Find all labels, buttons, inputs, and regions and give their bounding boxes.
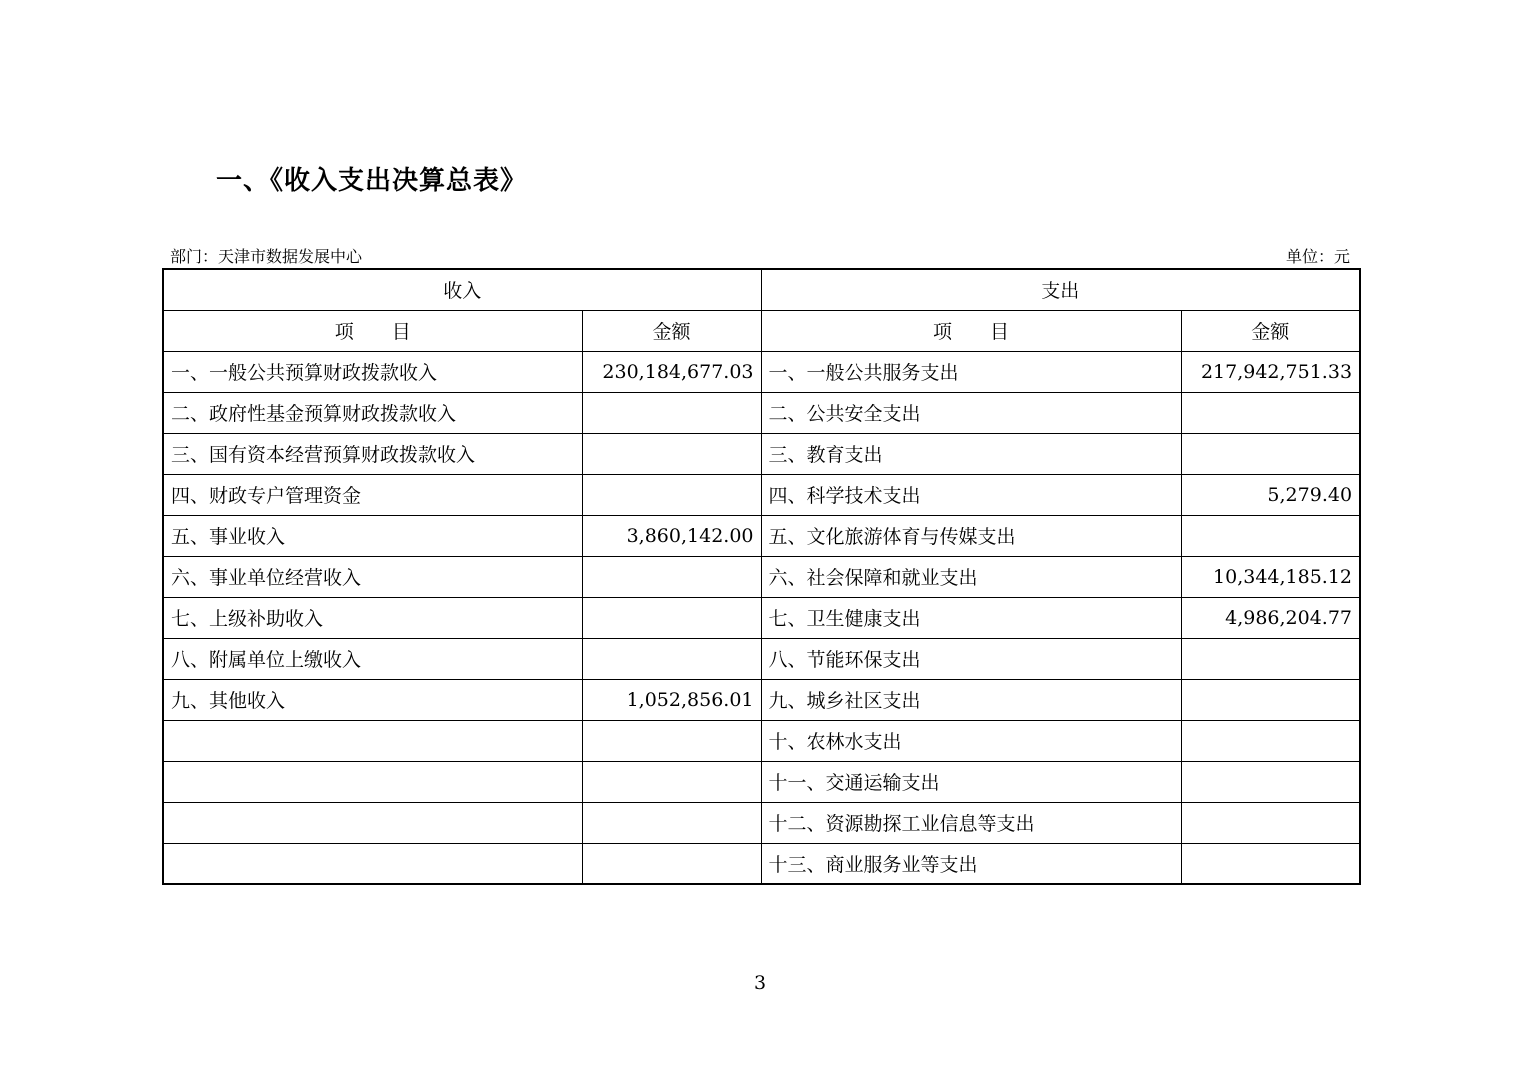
expense-header: 支出: [761, 269, 1360, 310]
table-row: [163, 474, 1360, 515]
table-row: [163, 556, 1360, 597]
unit-label: 单位：元: [1285, 247, 1350, 266]
income-amount-cell: [582, 556, 761, 597]
expense-item-cell: 三、教育支出: [761, 433, 1181, 474]
income-header: 收入: [163, 269, 761, 310]
expense-amount-cell: [1181, 720, 1360, 761]
income-amount-cell: 230,184,677.03: [582, 351, 761, 392]
expense-amount-cell: [1181, 679, 1360, 720]
income-item-cell: 三、国有资本经营预算财政拨款收入: [163, 433, 582, 474]
income-item-header: 项 目: [163, 310, 582, 351]
table-row: [163, 515, 1360, 556]
department-label: 部门：天津市数据发展中心: [170, 247, 363, 266]
expense-item-header: 项 目: [761, 310, 1181, 351]
expense-item-cell: 四、科学技术支出: [761, 474, 1181, 515]
income-item-cell: 七、上级补助收入: [163, 597, 582, 638]
expense-amount-cell: [1181, 515, 1360, 556]
income-amount-cell: [582, 843, 761, 884]
income-amount-header: 金额: [582, 310, 761, 351]
income-item-cell: 八、附属单位上缴收入: [163, 638, 582, 679]
expense-item-cell: 八、节能环保支出: [761, 638, 1181, 679]
expense-item-cell: 二、公共安全支出: [761, 392, 1181, 433]
table-row: [163, 638, 1360, 679]
expense-amount-cell: 217,942,751.33: [1181, 351, 1360, 392]
income-amount-cell: [582, 761, 761, 802]
expense-amount-cell: 10,344,185.12: [1181, 556, 1360, 597]
income-amount-cell: 3,860,142.00: [582, 515, 761, 556]
table-row: [163, 433, 1360, 474]
expense-item-cell: 九、城乡社区支出: [761, 679, 1181, 720]
income-amount-cell: 1,052,856.01: [582, 679, 761, 720]
income-amount-cell: [582, 597, 761, 638]
income-amount-cell: [582, 638, 761, 679]
expense-item-cell: 十一、交通运输支出: [761, 761, 1181, 802]
income-item-cell: [163, 761, 582, 802]
expense-amount-cell: [1181, 433, 1360, 474]
page-title: 一、《收入支出决算总表》: [216, 166, 528, 196]
expense-amount-cell: [1181, 392, 1360, 433]
table-row: [163, 392, 1360, 433]
expense-item-cell: 十二、资源勘探工业信息等支出: [761, 802, 1181, 843]
income-amount-cell: [582, 392, 761, 433]
expense-item-cell: 十三、商业服务业等支出: [761, 843, 1181, 884]
expense-amount-cell: [1181, 761, 1360, 802]
income-item-cell: 六、事业单位经营收入: [163, 556, 582, 597]
expense-amount-cell: [1181, 802, 1360, 843]
expense-item-cell: 一、一般公共服务支出: [761, 351, 1181, 392]
expense-amount-cell: [1181, 843, 1360, 884]
expense-item-cell: 十、农林水支出: [761, 720, 1181, 761]
table-row: [163, 351, 1360, 392]
income-amount-cell: [582, 474, 761, 515]
income-item-cell: 九、其他收入: [163, 679, 582, 720]
table-row: [163, 802, 1360, 843]
expense-amount-header: 金额: [1181, 310, 1360, 351]
income-amount-cell: [582, 720, 761, 761]
budget-summary-table: [162, 268, 1361, 885]
table-row: [163, 597, 1360, 638]
expense-amount-cell: [1181, 638, 1360, 679]
income-item-cell: 五、事业收入: [163, 515, 582, 556]
expense-amount-cell: 5,279.40: [1181, 474, 1360, 515]
table-row: [163, 679, 1360, 720]
table-row: [163, 843, 1360, 884]
expense-amount-cell: 4,986,204.77: [1181, 597, 1360, 638]
expense-item-cell: 五、文化旅游体育与传媒支出: [761, 515, 1181, 556]
income-item-cell: 二、政府性基金预算财政拨款收入: [163, 392, 582, 433]
table-header-row-group: [163, 269, 1360, 310]
expense-item-cell: 七、卫生健康支出: [761, 597, 1181, 638]
income-item-cell: [163, 802, 582, 843]
income-item-cell: [163, 720, 582, 761]
income-amount-cell: [582, 802, 761, 843]
page-number: 3: [753, 972, 767, 994]
table-row: [163, 720, 1360, 761]
income-item-cell: [163, 843, 582, 884]
income-amount-cell: [582, 433, 761, 474]
expense-item-cell: 六、社会保障和就业支出: [761, 556, 1181, 597]
table-header-row-columns: [163, 310, 1360, 351]
income-item-cell: 四、财政专户管理资金: [163, 474, 582, 515]
income-item-cell: 一、一般公共预算财政拨款收入: [163, 351, 582, 392]
table-row: [163, 761, 1360, 802]
